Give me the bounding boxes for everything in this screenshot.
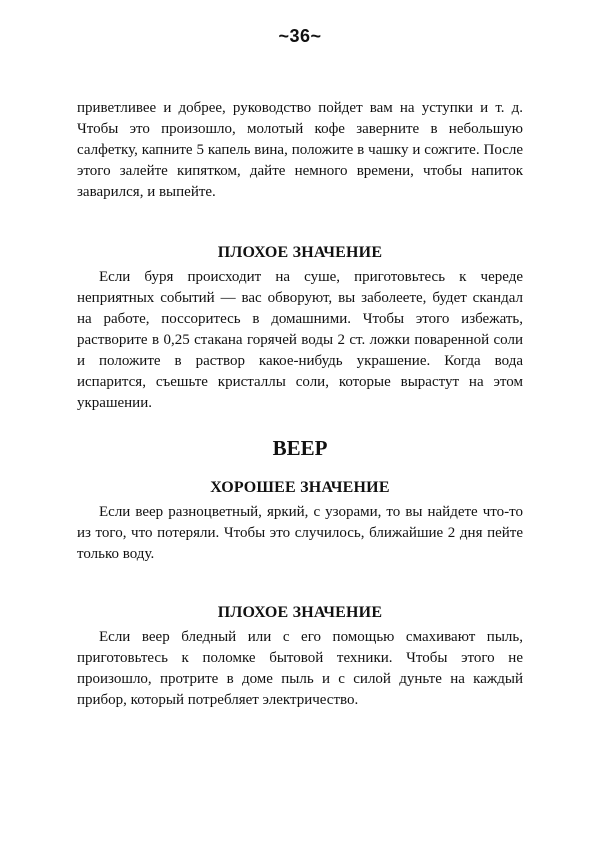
storm-bad-paragraph: Если буря происходит на суше, приготовьтесь к череде неприятных событий — вас обворуют, вы заболеете, будет скандал на работе, поссоритесь в домашними. Чтобы этого избежать, растворите в 0,25 стакана горячей воды 2 ст. ложки поваренной соли и положите в раствор какое-нибудь украшение. Когда вода испарится, съешьте кристаллы соли, которые вырастут на этом украшении. bbox=[77, 269, 523, 411]
fan-bad-paragraph: Если веер бледный или с его помощью смахивают пыль, приготовьтесь к поломке бытовой техники. Чтобы этого не произошло, протрите в доме пыль и с силой дуньте на каждый прибор, который потребляет электричество. bbox=[77, 629, 523, 708]
page-content bbox=[77, 98, 523, 711]
page-number: ~36~ bbox=[278, 26, 322, 46]
storm-bad-heading: ПЛОХОЕ ЗНАЧЕНИЕ bbox=[217, 244, 383, 261]
fan-good-paragraph: Если веер разноцветный, яркий, с узорами, то вы найдете что-то из того, что потеряли. Чтобы это случилось, ближайшие 2 дня пейте только воду. bbox=[77, 504, 523, 562]
fan-bad-heading: ПЛОХОЕ ЗНАЧЕНИЕ bbox=[217, 604, 383, 621]
intro-paragraph: приветливее и добрее, руководство пойдет вам на уступки и т. д. Чтобы это произошло, молотый кофе заверните в небольшую салфетку, капните 5 капель вина, положите в чашку и сожгите. После этого залейте кипятком, дайте немного времени, чтобы напиток заварился, и выпейте. bbox=[77, 100, 523, 200]
fan-good-heading: ХОРОШЕЕ ЗНАЧЕНИЕ bbox=[210, 479, 390, 496]
fan-title: ВЕЕР bbox=[272, 436, 328, 460]
